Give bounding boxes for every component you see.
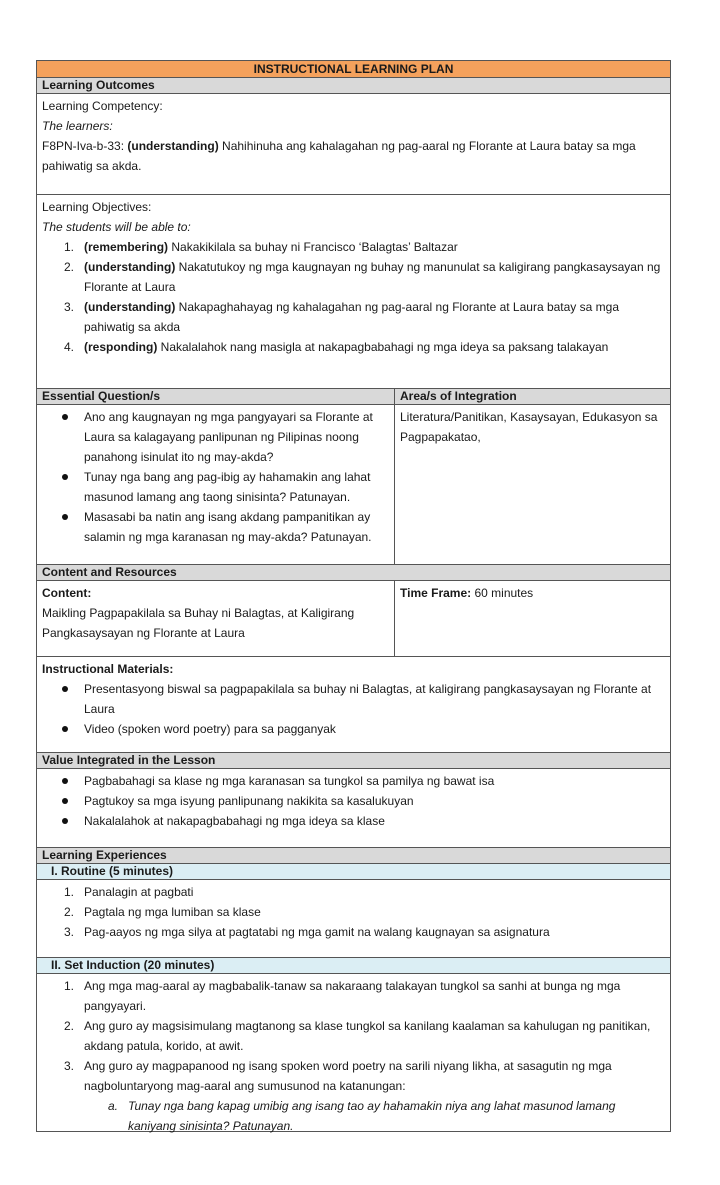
- integration-text: Literatura/Panitikan, Kasaysayan, Edukasyon sa Pagpapakatao,: [400, 410, 658, 444]
- materials-label: Instructional Materials:: [42, 662, 174, 676]
- bullet-icon: [62, 798, 68, 804]
- value-item: Pagbabahagi sa klase ng mga karanasan sa tungkol sa pamilya ng bawat isa: [42, 771, 665, 791]
- routine-section: [37, 880, 670, 958]
- content-row: [37, 581, 670, 657]
- learning-competency-section: [37, 94, 670, 195]
- objective-item: 2. (understanding) Nakatutukoy ng mga kaugnayan ng buhay ng manunulat sa kaligirang pangkasaysayan ng Florante at Laura: [64, 260, 661, 294]
- time-frame-value: 60 minutes: [474, 586, 534, 600]
- bullet-icon: [62, 686, 68, 692]
- value-item: Pagtukoy sa mga isyung panlipunang nakikita sa kasalukuyan: [42, 791, 665, 811]
- content-text: Maikling Pagpapakilala sa Buhay ni Balagtas, at Kaligirang Pangkasaysayan ng Florante at Laura: [42, 606, 355, 640]
- competency-statement: [42, 136, 665, 176]
- induction-item: 1. Ang mga mag-aaral ay magbabalik-tanaw sa nakaraang talakayan tungkol sa sanhi at bunga ng mga pangyayari.: [64, 979, 621, 1013]
- set-induction-section: [37, 974, 670, 1132]
- routine-item: 3. Pag-aayos ng mga silya at pagtatabi ng mga gamit na walang kaugnayan sa asignatura: [64, 925, 550, 939]
- material-item: Presentasyong biswal sa pagpapakilala sa buhay ni Balagtas, at kaligirang pangkasaysayan ng Florante at Laura: [42, 679, 665, 719]
- competency-text: Nahihinuha ang kahalagahan ng pag-aaral ng Florante at Laura batay sa mga pahiwatig sa akda.: [42, 139, 636, 173]
- bullet-icon: [62, 474, 68, 480]
- routine-heading: I. Routine (5 minutes): [37, 864, 670, 880]
- content-cell: [37, 581, 395, 656]
- induction-sub-question: a. Tunay nga bang kapag umibig ang isang tao ay hahamakin niya ang lahat masunod lamang kaniyang sinisinta? Patunayan.: [108, 1099, 616, 1133]
- set-induction-heading: II. Set Induction (20 minutes): [37, 958, 670, 974]
- essential-question-heading: Essential Question/s: [37, 389, 394, 405]
- bullet-icon: [62, 778, 68, 784]
- learning-objectives-section: [37, 195, 670, 389]
- value-item: Nakalalahok at nakapagbabahagi ng mga ideya sa klase: [42, 811, 665, 831]
- essential-question-item: Tunay nga bang ang pag-ibig ay hahamakin ang lahat masunod lamang ang taong sinisinta? Patunayan.: [42, 467, 389, 507]
- bullet-icon: [62, 818, 68, 824]
- objectives-intro: The students will be able to:: [42, 220, 191, 234]
- document-title: INSTRUCTIONAL LEARNING PLAN: [37, 61, 670, 78]
- objective-item: 1. (remembering) Nakakikilala sa buhay ni Francisco ‘Balagtas’ Baltazar: [64, 240, 458, 254]
- values-section: [37, 769, 670, 848]
- bullet-icon: [62, 414, 68, 420]
- essential-question-row: [37, 389, 670, 565]
- objectives-label: Learning Objectives:: [42, 200, 152, 214]
- routine-item: 1. Panalagin at pagbati: [64, 885, 194, 899]
- essential-question-column: [37, 389, 395, 564]
- material-item: Video (spoken word poetry) para sa pagganyak: [42, 719, 665, 739]
- time-frame-cell: [395, 581, 670, 656]
- objective-item: 3. (understanding) Nakapaghahayag ng kahalagahan ng pag-aaral ng Florante at Laura batay sa mga pahiwatig sa akda: [64, 300, 619, 334]
- objective-item: 4. (responding) Nakalalahok nang masigla at nakapagbabahagi ng mga ideya sa paksang talakayan: [64, 340, 609, 354]
- bullet-icon: [62, 514, 68, 520]
- essential-question-item: Ano ang kaugnayan ng mga pangyayari sa Florante at Laura sa kalagayang panlipunan ng Pilipinas noong panahong isinulat ito ng may-akda?: [42, 407, 389, 467]
- induction-item: 3. Ang guro ay magpapanood ng isang spoken word poetry na sarili niyang likha, at sasagutin ng mga nagboluntaryong mag-aaral ang sumusunod na katanungan:: [64, 1059, 612, 1093]
- time-frame-label: Time Frame:: [400, 586, 472, 600]
- induction-item: 2. Ang guro ay magsisimulang magtanong sa klase tungkol sa kanilang kaalaman sa kahulugan ng panitikan, akdang patula, korido, at awit.: [64, 1019, 651, 1053]
- instructional-materials-section: [37, 657, 670, 753]
- learners-label: The learners:: [42, 119, 113, 133]
- essential-question-item: Masasabi ba natin ang isang akdang pampanitikan ay salamin ng mga karanasan ng may-akda? Patunayan.: [42, 507, 389, 547]
- content-resources-heading: Content and Resources: [37, 565, 670, 581]
- content-label: Content:: [42, 586, 92, 600]
- learning-experiences-heading: Learning Experiences: [37, 848, 670, 864]
- competency-label: Learning Competency:: [42, 99, 163, 113]
- competency-level: (understanding): [127, 139, 219, 153]
- integration-column: [395, 389, 670, 564]
- routine-item: 2. Pagtala ng mga lumiban sa klase: [64, 905, 261, 919]
- integration-heading: Area/s of Integration: [395, 389, 670, 405]
- learning-outcomes-heading: Learning Outcomes: [37, 78, 670, 94]
- values-heading: Value Integrated in the Lesson: [37, 753, 670, 769]
- bullet-icon: [62, 726, 68, 732]
- competency-code: F8PN-Iva-b-33:: [42, 139, 125, 153]
- lesson-plan-document: [36, 60, 671, 1132]
